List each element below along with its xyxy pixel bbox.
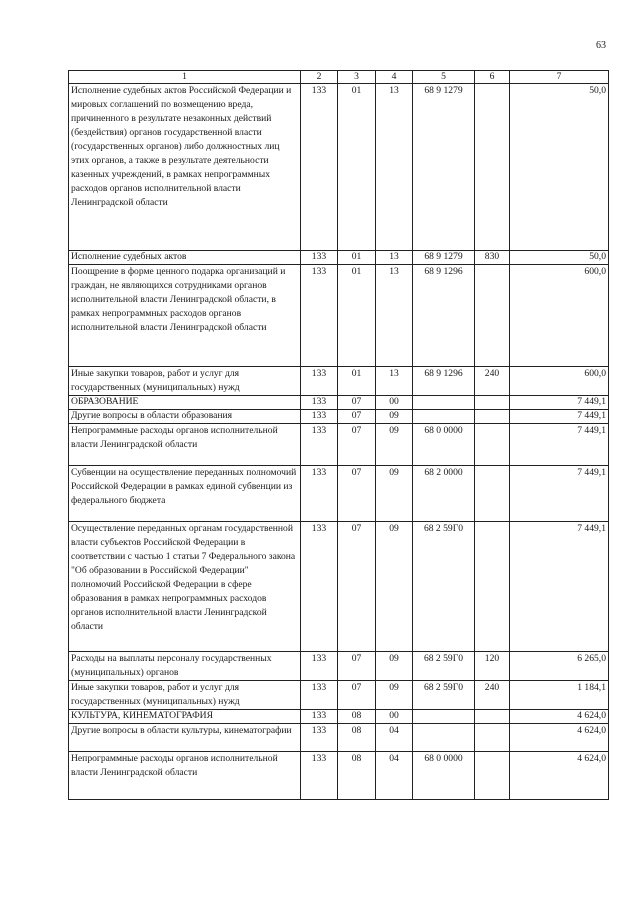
cell-target-article: 68 2 0000 [413, 466, 475, 522]
cell-target-article [413, 710, 475, 724]
cell-section: 07 [338, 652, 376, 681]
budget-table [68, 70, 609, 800]
cell-section: 07 [338, 522, 376, 652]
cell-subsection: 13 [376, 251, 413, 265]
table-row [69, 752, 609, 800]
cell-admin-code: 133 [301, 251, 338, 265]
cell-section: 07 [338, 396, 376, 410]
cell-section: 01 [338, 251, 376, 265]
cell-admin-code: 133 [301, 466, 338, 522]
row-name: Другие вопросы в области культуры, кинематографии [69, 724, 301, 752]
cell-subsection: 04 [376, 752, 413, 800]
column-header: 2 [301, 71, 338, 84]
cell-admin-code: 133 [301, 410, 338, 424]
cell-target-article [413, 724, 475, 752]
cell-target-article: 68 9 1296 [413, 367, 475, 396]
row-name: Непрограммные расходы органов исполнительной власти Ленинградской области [69, 752, 301, 800]
table-row [69, 265, 609, 367]
cell-expense-type: 240 [475, 367, 510, 396]
cell-amount: 600,0 [510, 367, 609, 396]
cell-subsection: 09 [376, 466, 413, 522]
cell-subsection: 00 [376, 396, 413, 410]
cell-section: 08 [338, 710, 376, 724]
cell-expense-type [475, 710, 510, 724]
cell-subsection: 00 [376, 710, 413, 724]
cell-section: 01 [338, 367, 376, 396]
cell-expense-type: 120 [475, 652, 510, 681]
cell-subsection: 09 [376, 522, 413, 652]
cell-subsection: 04 [376, 724, 413, 752]
table-row [69, 84, 609, 251]
row-name: Непрограммные расходы органов исполнительной власти Ленинградской области [69, 424, 301, 466]
cell-expense-type: 240 [475, 681, 510, 710]
table-header-row [69, 71, 609, 84]
cell-admin-code: 133 [301, 396, 338, 410]
cell-subsection: 13 [376, 84, 413, 251]
table-row [69, 652, 609, 681]
row-name: Поощрение в форме ценного подарка организаций и граждан, не являющихся сотрудниками органов исполнительной власти Ленинградской области, в рамках непрограммных расходов органов исполнительной власти Ленинградской области [69, 265, 301, 367]
page-number: 63 [596, 40, 606, 51]
table-row [69, 396, 609, 410]
cell-amount: 7 449,1 [510, 396, 609, 410]
cell-section: 01 [338, 84, 376, 251]
cell-target-article: 68 0 0000 [413, 752, 475, 800]
cell-admin-code: 133 [301, 367, 338, 396]
cell-admin-code: 133 [301, 752, 338, 800]
cell-section: 01 [338, 265, 376, 367]
cell-subsection: 09 [376, 410, 413, 424]
cell-admin-code: 133 [301, 710, 338, 724]
cell-section: 07 [338, 424, 376, 466]
cell-amount: 7 449,1 [510, 522, 609, 652]
column-header: 3 [338, 71, 376, 84]
cell-admin-code: 133 [301, 652, 338, 681]
cell-target-article: 68 2 59Г0 [413, 681, 475, 710]
table-row [69, 710, 609, 724]
cell-section: 08 [338, 752, 376, 800]
cell-amount: 50,0 [510, 251, 609, 265]
cell-subsection: 09 [376, 652, 413, 681]
cell-expense-type [475, 410, 510, 424]
row-name: Осуществление переданных органам государственной власти субъектов Российской Федерации в соответствии с частью 1 статьи 7 Федерального закона "Об образовании в Российской Федерации" полномочий Российской Федерации в сфере образования в рамках непрограммных расходов органов исполнительной власти Ленинградской области [69, 522, 301, 652]
row-name: Иные закупки товаров, работ и услуг для государственных (муниципальных) нужд [69, 367, 301, 396]
cell-expense-type [475, 724, 510, 752]
cell-expense-type [475, 424, 510, 466]
cell-amount: 7 449,1 [510, 466, 609, 522]
row-name: Субвенции на осуществление переданных полномочий Российской Федерации в рамках единой субвенции из федерального бюджета [69, 466, 301, 522]
row-name: Расходы на выплаты персоналу государственных (муниципальных) органов [69, 652, 301, 681]
table-row [69, 466, 609, 522]
cell-section: 07 [338, 466, 376, 522]
table-row [69, 424, 609, 466]
cell-admin-code: 133 [301, 522, 338, 652]
table-row [69, 251, 609, 265]
cell-expense-type [475, 84, 510, 251]
cell-amount: 600,0 [510, 265, 609, 367]
cell-expense-type [475, 396, 510, 410]
column-header: 5 [413, 71, 475, 84]
cell-admin-code: 133 [301, 724, 338, 752]
column-header: 7 [510, 71, 609, 84]
cell-amount: 50,0 [510, 84, 609, 251]
cell-expense-type: 830 [475, 251, 510, 265]
cell-expense-type [475, 466, 510, 522]
table-row [69, 724, 609, 752]
row-name: ОБРАЗОВАНИЕ [69, 396, 301, 410]
cell-section: 08 [338, 724, 376, 752]
cell-admin-code: 133 [301, 265, 338, 367]
cell-amount: 1 184,1 [510, 681, 609, 710]
column-header: 4 [376, 71, 413, 84]
cell-amount: 6 265,0 [510, 652, 609, 681]
cell-target-article [413, 410, 475, 424]
cell-expense-type [475, 522, 510, 652]
row-name: Исполнение судебных актов [69, 251, 301, 265]
cell-amount: 7 449,1 [510, 424, 609, 466]
table-row [69, 367, 609, 396]
cell-target-article: 68 0 0000 [413, 424, 475, 466]
cell-section: 07 [338, 681, 376, 710]
cell-subsection: 09 [376, 424, 413, 466]
cell-section: 07 [338, 410, 376, 424]
cell-admin-code: 133 [301, 84, 338, 251]
row-name: Иные закупки товаров, работ и услуг для государственных (муниципальных) нужд [69, 681, 301, 710]
cell-target-article: 68 9 1279 [413, 251, 475, 265]
cell-admin-code: 133 [301, 681, 338, 710]
cell-amount: 4 624,0 [510, 710, 609, 724]
cell-subsection: 13 [376, 265, 413, 367]
cell-target-article [413, 396, 475, 410]
row-name: Другие вопросы в области образования [69, 410, 301, 424]
cell-expense-type [475, 752, 510, 800]
column-header: 1 [69, 71, 301, 84]
cell-target-article: 68 9 1296 [413, 265, 475, 367]
row-name: Исполнение судебных актов Российской Федерации и мировых соглашений по возмещению вреда, причиненного в результате незаконных действий (бездействия) органов государственной власти (государственных органов) либо должностных лиц этих органов, а также в результате деятельности казенных учреждений, в рамках непрограммных расходов органов исполнительной власти Ленинградской области [69, 84, 301, 251]
cell-amount: 4 624,0 [510, 724, 609, 752]
cell-target-article: 68 2 59Г0 [413, 522, 475, 652]
column-header: 6 [475, 71, 510, 84]
cell-admin-code: 133 [301, 424, 338, 466]
table-row [69, 410, 609, 424]
table-row [69, 681, 609, 710]
cell-amount: 7 449,1 [510, 410, 609, 424]
cell-expense-type [475, 265, 510, 367]
cell-subsection: 09 [376, 681, 413, 710]
cell-target-article: 68 2 59Г0 [413, 652, 475, 681]
cell-target-article: 68 9 1279 [413, 84, 475, 251]
cell-subsection: 13 [376, 367, 413, 396]
row-name: КУЛЬТУРА, КИНЕМАТОГРАФИЯ [69, 710, 301, 724]
table-row [69, 522, 609, 652]
cell-amount: 4 624,0 [510, 752, 609, 800]
